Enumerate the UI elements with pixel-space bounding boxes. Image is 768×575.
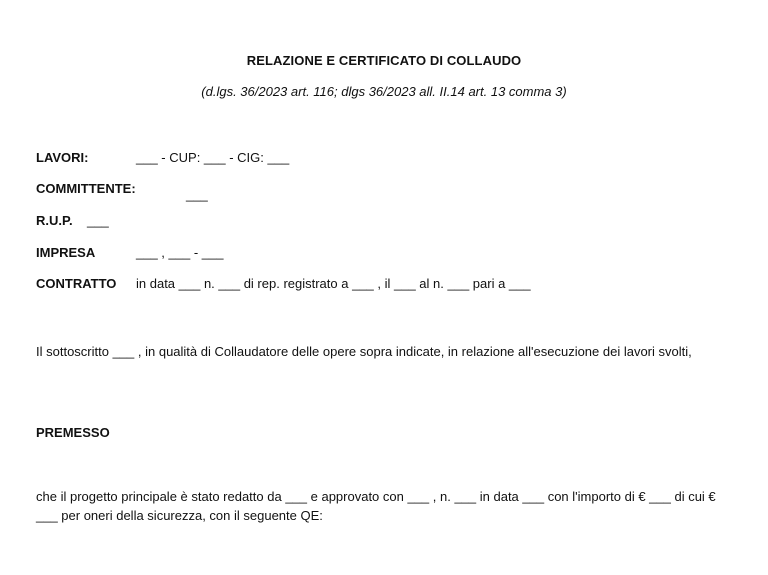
contratto-row xyxy=(36,276,531,291)
lavori-row xyxy=(36,150,290,165)
impresa-label: IMPRESA xyxy=(36,245,96,260)
contratto-value: in data ___ n. ___ di rep. registrato a ___ , il ___ al n. ___ pari a ___ xyxy=(136,276,531,291)
intro-paragraph: Il sottoscritto ___ , in qualità di Collaudatore delle opere sopra indicate, in relazione all'esecuzione dei lavori svolti, xyxy=(36,344,692,359)
premesso-paragraph: che il progetto principale è stato redatto da ___ e approvato con ___ , n. ___ in data ___ con l'importo di € ___ di cui € ___ per oneri della sicurezza, con il seguente QE: xyxy=(36,489,716,523)
committente-row xyxy=(36,181,208,202)
lavori-label: LAVORI: xyxy=(36,150,89,165)
committente-label: COMMITTENTE: xyxy=(36,181,136,196)
rup-value: ___ xyxy=(87,213,109,228)
committente-value: ___ xyxy=(186,187,208,202)
document-title: RELAZIONE E CERTIFICATO DI COLLAUDO xyxy=(246,53,522,68)
document-subtitle: (d.lgs. 36/2023 art. 116; dlgs 36/2023 all. II.14 art. 13 comma 3) xyxy=(201,84,567,99)
impresa-value: ___ , ___ - ___ xyxy=(136,245,224,260)
rup-label: R.U.P. xyxy=(36,213,73,228)
impresa-row xyxy=(36,245,224,260)
premesso-heading: PREMESSO xyxy=(36,425,110,440)
rup-row xyxy=(36,213,109,228)
contratto-label: CONTRATTO xyxy=(36,276,117,291)
lavori-value: ___ - CUP: ___ - CIG: ___ xyxy=(136,150,290,165)
